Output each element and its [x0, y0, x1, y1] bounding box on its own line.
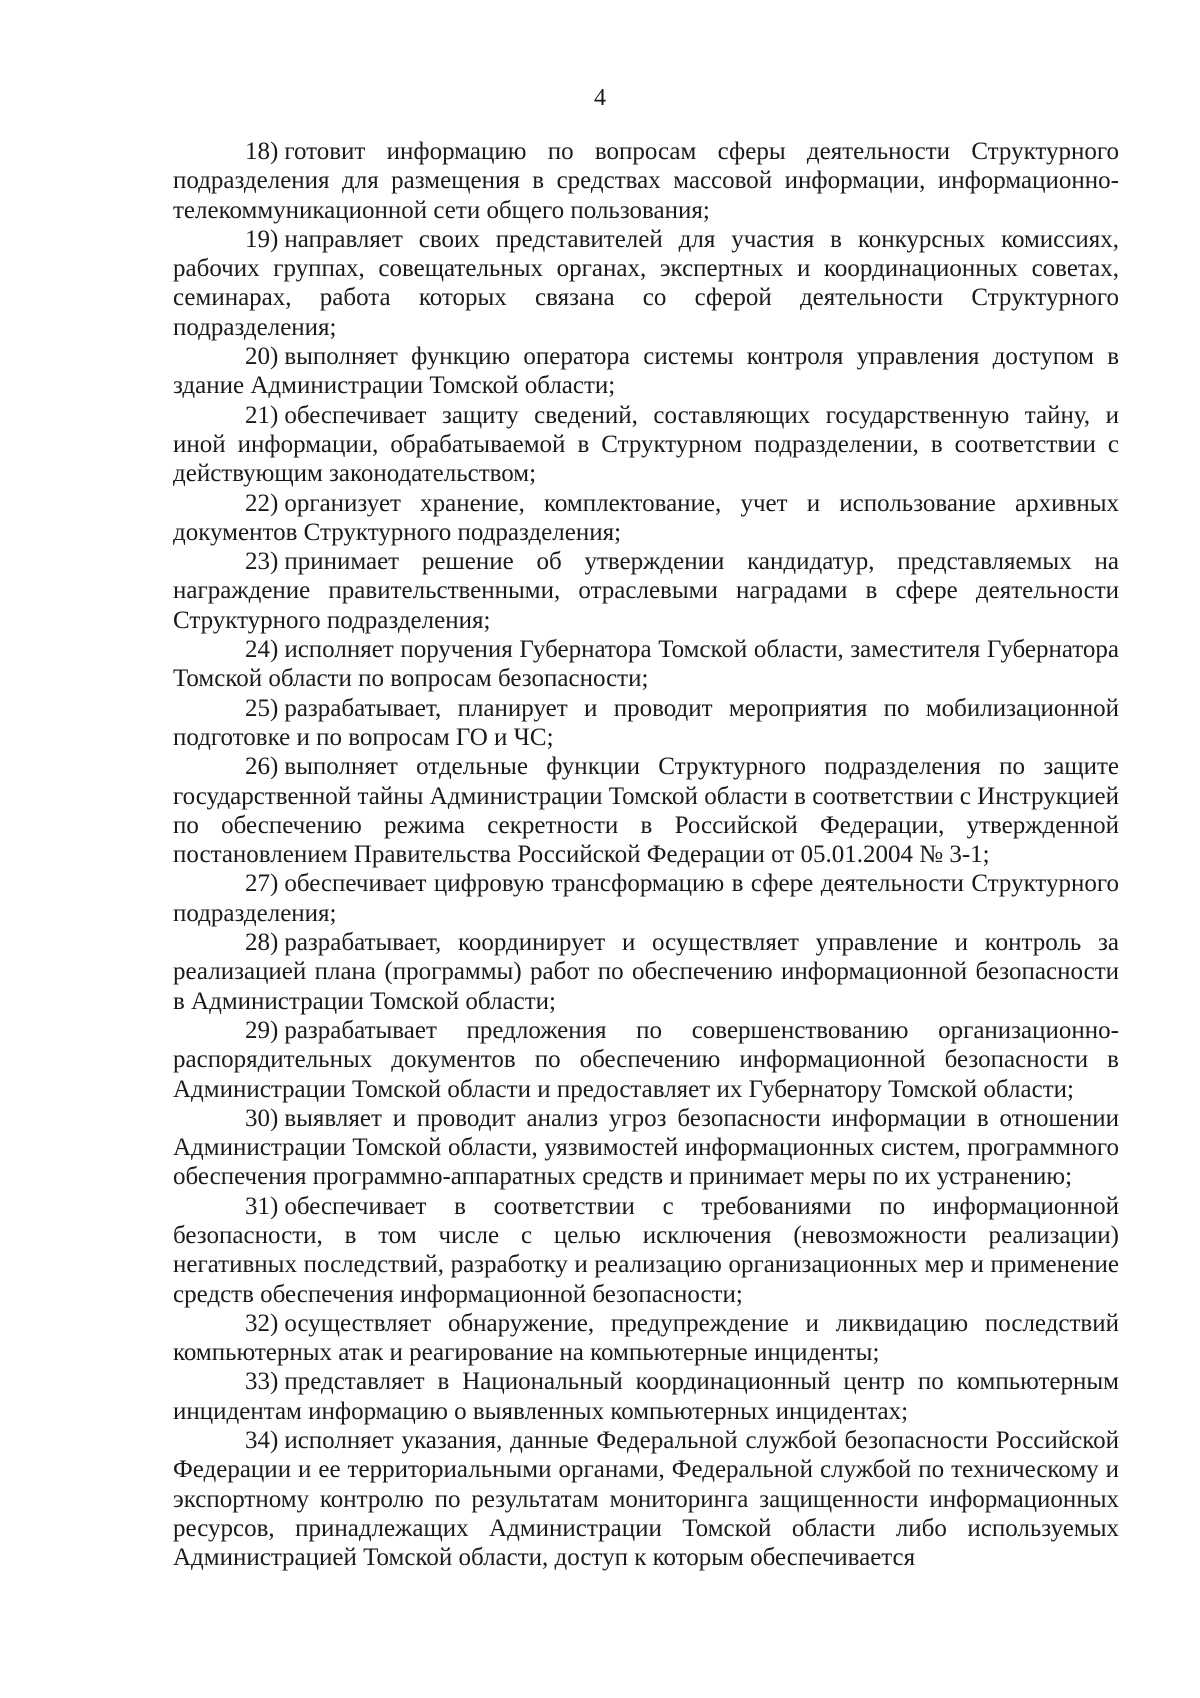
list-item [173, 342, 1119, 401]
item-number: 27) [245, 870, 279, 898]
item-text: направляет своих представителей для участия в конкурсных комиссиях, рабочих группах, совещательных органах, экспертных и координационных советах, семинарах, работа которых связана со сферой деятельности Структурного подразделения; [173, 225, 1119, 341]
item-number: 20) [245, 343, 279, 371]
page-number: 4 [594, 85, 606, 111]
item-text: осуществляет обнаружение, предупреждение и ликвидацию последствий компьютерных атак и реагирование на компьютерные инциденты; [173, 1309, 1119, 1367]
item-number: 31) [245, 1192, 279, 1220]
list-item [173, 547, 1119, 635]
item-text: исполняет указания, данные Федеральной службой безопасности Российской Федерации и ее территориальными органами, Федеральной службой по техническому и экспортному контролю по результатам мониторинга защищенности информационных ресурсов, принадлежащих Администрации Томской области либо используемых Администрацией Томской области, доступ к которым обеспечивается [173, 1427, 1119, 1572]
item-number: 28) [245, 929, 279, 957]
item-number: 21) [245, 401, 279, 429]
item-number: 29) [245, 1016, 279, 1044]
item-text: разрабатывает предложения по совершенствованию организационно-распорядительных документов по обеспечению информационной безопасности в Администрации Томской области и предоставляет их Губернатору Томской области; [173, 1016, 1119, 1103]
item-text: принимает решение об утверждении кандидатур, представляемых на награждение правительственными, отраслевыми наградами в сфере деятельности Структурного подразделения; [173, 548, 1119, 634]
list-item [173, 635, 1119, 694]
item-number: 18) [245, 138, 279, 165]
item-number: 32) [245, 1309, 279, 1337]
list-item [173, 1104, 1119, 1192]
item-number: 25) [245, 694, 279, 722]
item-text: выполняет отдельные функции Структурного подразделения по защите государственной тайны Администрации Томской области в соответствии с Инструкцией по обеспечению режима секретности в Российской Федерации, утвержденной постановлением Правительства Российской Федерации от 05.01.2004 № 3-1; [173, 753, 1119, 869]
list-item [173, 489, 1119, 548]
item-text: разрабатывает, планирует и проводит мероприятия по мобилизационной подготовке и по вопросам ГО и ЧС; [173, 694, 1119, 751]
list-item [173, 752, 1119, 869]
item-number: 33) [245, 1368, 279, 1396]
item-text: обеспечивает в соответствии с требованиями по информационной безопасности, в том числе с целью исключения (невозможности реализации) негативных последствий, разработку и реализацию организационных мер и применение средств обеспечения информационной безопасности; [173, 1192, 1119, 1308]
item-text: разрабатывает, координирует и осуществляет управление и контроль за реализацией плана (программы) работ по обеспечению информационной безопасности в Администрации Томской области; [173, 929, 1119, 1015]
item-number: 34) [245, 1427, 279, 1455]
list-item [173, 137, 1119, 225]
list-item [173, 928, 1119, 1016]
item-number: 30) [245, 1104, 279, 1132]
list-item [173, 869, 1119, 928]
item-text: обеспечивает защиту сведений, составляющих государственную тайну, и иной информации, обрабатываемой в Структурном подразделении, в соответствии с действующим законодательством; [173, 401, 1119, 488]
item-number: 24) [245, 636, 279, 664]
item-text: организует хранение, комплектование, учет и использование архивных документов Структурного подразделения; [173, 489, 1119, 546]
item-text: исполняет поручения Губернатора Томской области, заместителя Губернатора Томской области по вопросам безопасности; [173, 636, 1119, 693]
list-item [173, 225, 1119, 342]
item-text: обеспечивает цифровую трансформацию в сфере деятельности Структурного подразделения; [173, 870, 1119, 927]
list-item [173, 1192, 1119, 1309]
list-item [173, 694, 1119, 753]
item-text: выполняет функцию оператора системы контроля управления доступом в здание Администрации Томской области; [173, 343, 1119, 400]
list-item [173, 1426, 1119, 1572]
item-number: 19) [245, 225, 279, 253]
list-item [173, 401, 1119, 489]
item-number: 23) [245, 548, 279, 576]
item-text: представляет в Национальный координационный центр по компьютерным инцидентам информацию о выявленных компьютерных инцидентах; [173, 1368, 1119, 1425]
item-number: 22) [245, 489, 279, 517]
list-item [173, 1309, 1119, 1368]
item-text: выявляет и проводит анализ угроз безопасности информации в отношении Администрации Томской области, уязвимостей информационных систем, программного обеспечения программно-аппаратных средств и принимает меры по их устранению; [173, 1104, 1119, 1191]
document-body [173, 137, 1119, 1573]
item-text: готовит информацию по вопросам сферы деятельности Структурного подразделения для размещения в средствах массовой информации, информационно-телекоммуникационной сети общего пользования; [173, 138, 1119, 224]
list-item [173, 1367, 1119, 1426]
list-item [173, 1016, 1119, 1104]
item-number: 26) [245, 753, 279, 781]
